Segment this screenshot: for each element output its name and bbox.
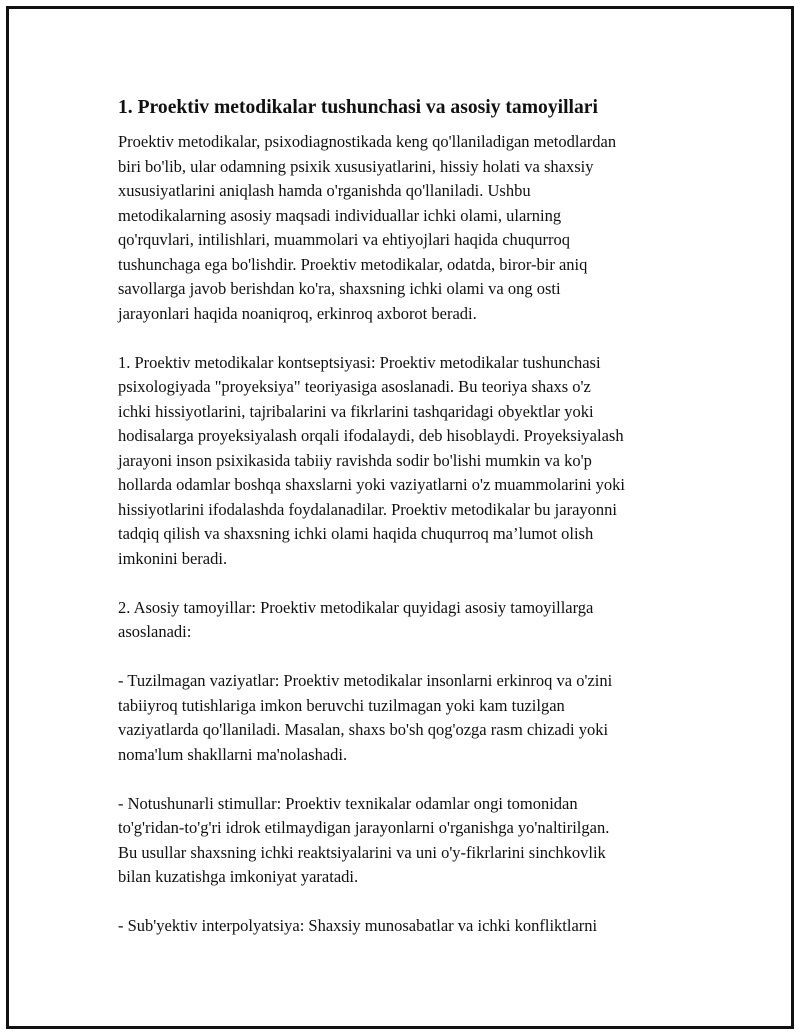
list-item-ambiguous-stimuli: - Notushunarli stimullar: Proektiv texnikalar odamlar ongi tomonidan to'g'ridan-to'g'ri idrok etilmaydigan jarayonlarni o'rganishga yo'naltirilgan. Bu usullar shaxsning ichki reaktsiyalarini va uni o'y-fikrlarini sinchkovlik bilan kuzatishga imkoniyat yaratadi. xyxy=(118,793,610,886)
document-body xyxy=(118,94,718,939)
paragraph-spacer xyxy=(118,326,718,351)
section-heading: 1. Proektiv metodikalar tushunchasi va asosiy tamoyillari xyxy=(118,97,598,118)
paragraph-spacer xyxy=(118,645,718,670)
paragraph-spacer xyxy=(118,571,718,596)
paragraph-spacer xyxy=(118,767,718,792)
intro-paragraph: Proektiv metodikalar, psixodiagnostikada keng qo'llaniladigan metodlardan biri bo'lib, ular odamning psixik xususiyatlarini, hissiy holati va shaxsiy xususiyatlarini aniqlash hamda o'rganishda qo'llaniladi. Ushbu metodikalarning asosiy maqsadi individuallar ichki olami, ularning qo'rquvlari, intilishlari, muammolari va ehtiyojlari haqida chuqurroq tushunchaga ega bo'lishdir. Proektiv metodikalar, odatda, biror-bir aniq savollarga javob berishdan ko'ra, shaxsning ichki olami va ong osti jarayonlari haqida noaniqroq, erkinroq axborot beradi. xyxy=(118,132,617,323)
principles-paragraph: 2. Asosiy tamoyillar: Proektiv metodikalar quyidagi asosiy tamoyillarga asoslanadi: xyxy=(118,597,594,641)
list-item-unstructured-situations: - Tuzilmagan vaziyatlar: Proektiv metodikalar insonlarni erkinroq va o'zini tabiiyroq tutishlariga imkon beruvchi tuzilmagan yoki kam tuzilgan vaziyatlarda qo'llaniladi. Masalan, shaxs bo'sh qog'ozga rasm chizadi yoki noma'lum shakllarni ma'nolashadi. xyxy=(118,671,613,764)
paragraph-spacer xyxy=(118,890,718,915)
concept-paragraph: 1. Proektiv metodikalar kontseptsiyasi: Proektiv metodikalar tushunchasi psixologiyada "proyeksiya" teoriyasiga asoslanadi. Bu teoriya shaxs o'z ichki hissiyotlarini, tajribalarini va fikrlarini tashqaridagi obyektlar yoki hodisalarga proyeksiyalash orqali ifodalaydi, deb hisoblaydi. Proyeksiyalash jarayoni inson psixikasida tabiiy ravishda sodir bo'lishi mumkin va ko'p hollarda odamlar boshqa shaxslarni yoki vaziyatlarni o'z muammolarini yoki hissiyotlarini ifodalashda foydalanadilar. Proektiv metodikalar bu jarayonni tadqiq qilish va shaxsning ichki olami haqida chuqurroq ma’lumot olish imkonini beradi. xyxy=(118,352,626,568)
list-item-subjective-interpolation: - Sub'yektiv interpolyatsiya: Shaxsiy munosabatlar va ichki konfliktlarni xyxy=(118,916,598,935)
